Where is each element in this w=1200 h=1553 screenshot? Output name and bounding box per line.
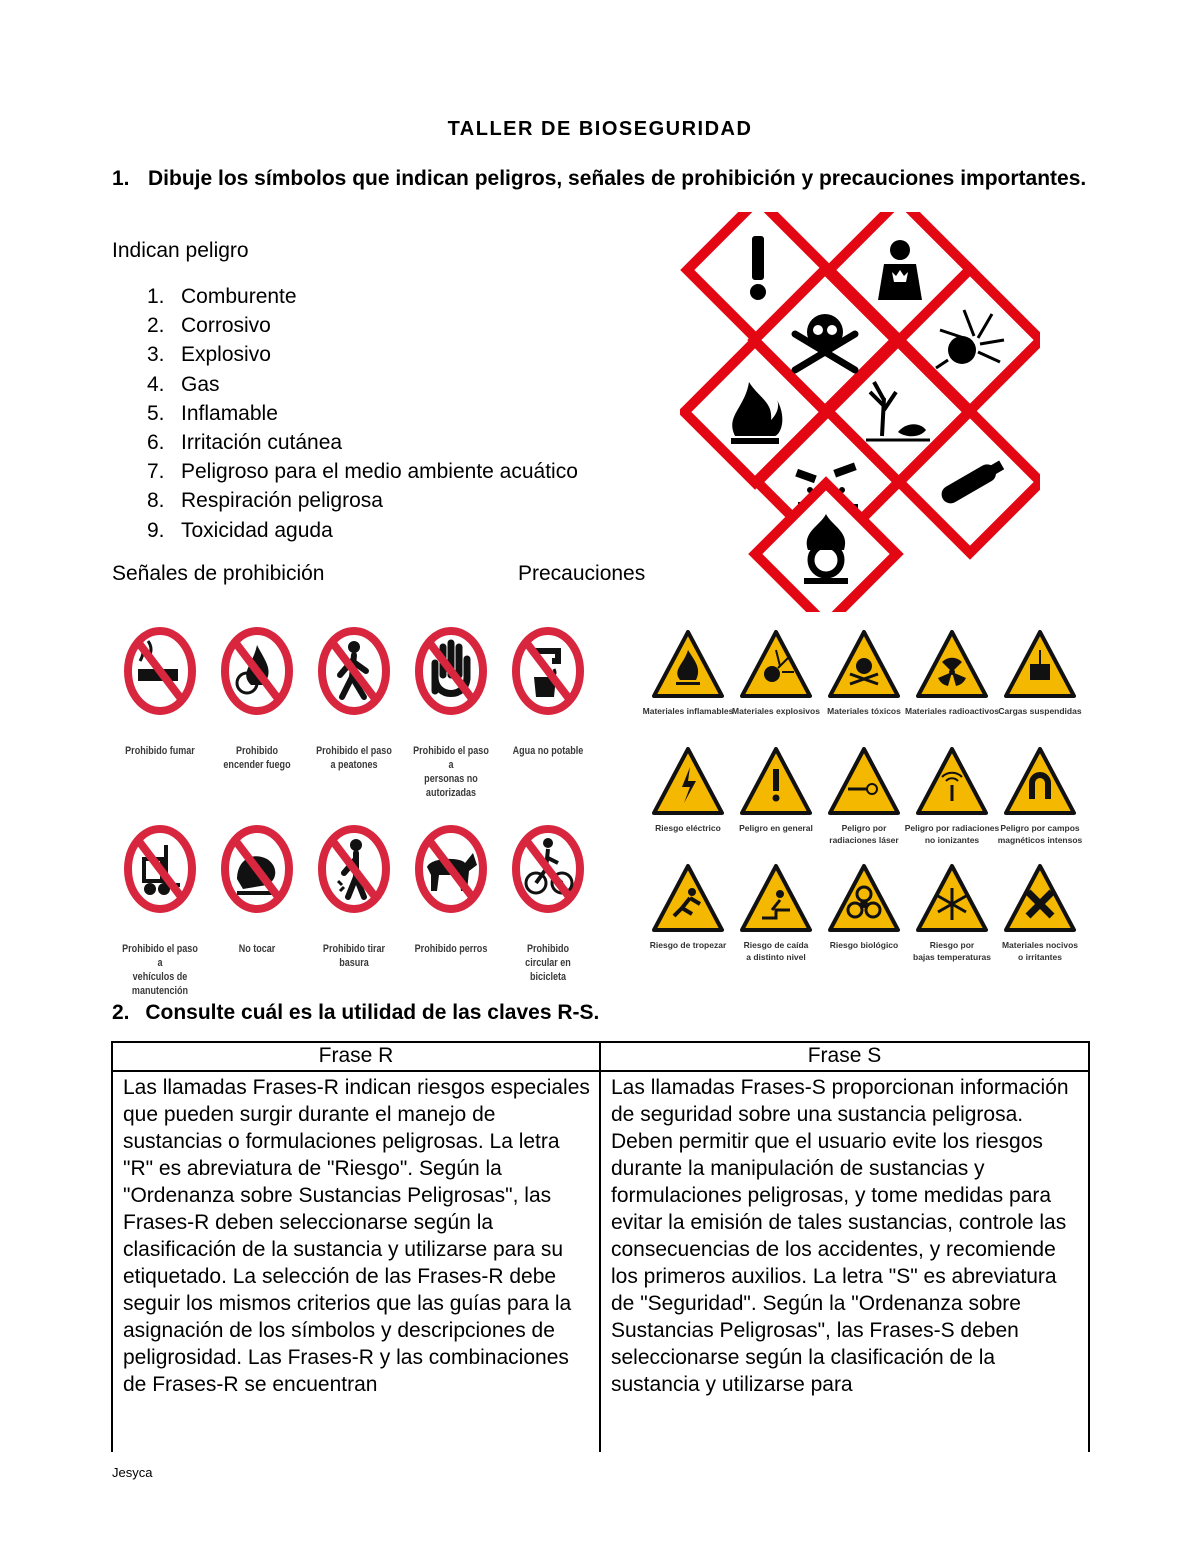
rs-table bbox=[111, 1041, 1090, 1452]
prohibition-sign bbox=[304, 803, 404, 970]
prohibition-label: Prohibido bbox=[526, 943, 570, 955]
danger-heading: Indican peligro bbox=[112, 239, 249, 262]
suspended-load-warning-icon bbox=[992, 628, 1088, 700]
precaution-label: Riesgo eléctrico bbox=[655, 823, 721, 833]
precaution-label-line-2: o irritantes bbox=[1018, 952, 1062, 962]
non-potable-water-icon bbox=[498, 605, 598, 737]
magnetic-warning-icon bbox=[992, 745, 1088, 817]
precaution-sign bbox=[904, 745, 1000, 846]
prohibition-label-line-2: encender fuego bbox=[223, 759, 291, 771]
precaution-sign bbox=[816, 628, 912, 717]
electric-warning-icon bbox=[640, 745, 736, 817]
precaution-label-line-2: bajas temperaturas bbox=[913, 952, 991, 962]
prohibition-label-line-2: vehículos de manutención bbox=[131, 971, 189, 997]
precaution-label: Riesgo biológico bbox=[829, 940, 899, 950]
no-forklift-icon bbox=[110, 803, 210, 935]
danger-item-label: Comburente bbox=[181, 285, 297, 308]
danger-list-item bbox=[147, 516, 578, 545]
laser-warning-icon bbox=[816, 745, 912, 817]
prohibition-sign bbox=[110, 605, 210, 758]
danger-item-label: Irritación cutánea bbox=[181, 431, 343, 455]
danger-item-number: 8. bbox=[147, 489, 165, 513]
precaution-sign bbox=[992, 628, 1088, 717]
question-1-number: 1. bbox=[112, 167, 130, 190]
toxic-warning-icon bbox=[816, 628, 912, 700]
prohibition-sign bbox=[110, 803, 210, 998]
precaution-heading: Precauciones bbox=[518, 562, 646, 585]
danger-item-number: 1. bbox=[147, 285, 165, 308]
danger-list-item bbox=[147, 370, 578, 399]
question-2-number: 2. bbox=[112, 1001, 130, 1024]
danger-item-label: Peligroso para el medio ambiente acuático bbox=[181, 460, 578, 484]
footer-author: Jesyca bbox=[112, 1465, 153, 1480]
no-open-flame-icon bbox=[207, 605, 307, 737]
danger-list-item bbox=[147, 311, 578, 340]
danger-item-number: 9. bbox=[147, 518, 165, 542]
precaution-label-line-2: no ionizantes bbox=[924, 835, 980, 845]
fall-warning-icon bbox=[728, 862, 824, 934]
precaution-label: Peligro por bbox=[841, 823, 887, 833]
precaution-sign bbox=[816, 862, 912, 951]
danger-item-number: 6. bbox=[147, 431, 165, 455]
header-frase-s: Frase S bbox=[600, 1042, 1089, 1071]
precaution-label: Peligro en general bbox=[739, 823, 813, 833]
no-pedestrians-icon bbox=[304, 605, 404, 737]
prohibition-label: Prohibido tirar basura bbox=[322, 943, 386, 969]
precaution-label-line-2: magnéticos intensos bbox=[997, 835, 1083, 845]
general-warning-icon bbox=[728, 745, 824, 817]
danger-item-label: Respiración peligrosa bbox=[181, 489, 383, 513]
prohibition-sign bbox=[207, 803, 307, 956]
danger-item-number: 7. bbox=[147, 460, 165, 484]
danger-list-item bbox=[147, 428, 578, 457]
prohibition-label-line-2: a peatones bbox=[330, 759, 378, 771]
prohibition-sign bbox=[498, 605, 598, 758]
prohibition-label: No tocar bbox=[238, 943, 276, 955]
precaution-label-line-2: a distinto nivel bbox=[746, 952, 806, 962]
document-title: TALLER DE BIOSEGURIDAD bbox=[447, 118, 753, 140]
table-header-row bbox=[112, 1042, 1089, 1071]
precaution-sign bbox=[728, 745, 824, 834]
precaution-label: Riesgo de caída bbox=[743, 940, 809, 950]
danger-list-item bbox=[147, 282, 578, 311]
non-ionizing-warning-icon bbox=[904, 745, 1000, 817]
precaution-sign bbox=[640, 862, 736, 951]
prohibition-label: Prohibido el paso bbox=[316, 745, 392, 757]
precaution-sign bbox=[816, 745, 912, 846]
precaution-label: Riesgo por bbox=[929, 940, 975, 950]
question-1 bbox=[112, 164, 1092, 194]
no-dogs-icon bbox=[401, 803, 501, 935]
danger-list-item bbox=[147, 340, 578, 369]
radioactive-warning-icon bbox=[904, 628, 1000, 700]
precaution-label: Cargas suspendidas bbox=[998, 706, 1082, 716]
precaution-sign bbox=[904, 628, 1000, 717]
precaution-sign bbox=[992, 745, 1088, 846]
precaution-label: Materiales inflamables bbox=[642, 706, 734, 716]
precaution-label: Materiales nocivos bbox=[1001, 940, 1079, 950]
precaution-label: Riesgo de tropezar bbox=[649, 940, 727, 950]
explosive-warning-icon bbox=[728, 628, 824, 700]
precaution-sign bbox=[728, 862, 824, 963]
danger-item-label: Inflamable bbox=[181, 401, 278, 425]
danger-list-item bbox=[147, 486, 578, 515]
no-smoking-icon bbox=[110, 605, 210, 737]
prohibition-label-line-2: circular en bicicleta bbox=[525, 957, 571, 983]
ghs-pictogram-grid bbox=[680, 212, 1040, 612]
prohibition-sign bbox=[304, 605, 404, 772]
precaution-label: Peligro por campos bbox=[1000, 823, 1080, 833]
low-temperature-warning-icon bbox=[904, 862, 1000, 934]
no-bicycles-icon bbox=[498, 803, 598, 935]
prohibition-sign bbox=[401, 605, 501, 800]
prohibition-label: Prohibido el paso a bbox=[122, 943, 198, 969]
danger-item-label: Gas bbox=[181, 372, 220, 396]
danger-item-label: Explosivo bbox=[181, 343, 271, 367]
prohibition-signs-grid bbox=[110, 605, 610, 997]
cell-frase-r: Las llamadas Frases-R indican riesgos especiales que pueden surgir durante el manejo de sustancias o formulaciones peligrosas. La letra "R" es abreviatura de "Riesgo". Según la "Ordenanza sobre Sustancias Peligrosas", las Frases-R deben seleccionarse según la clasificación de la sustancia y utilizarse para su etiquetado. La selección de las Frases-R debe seguir los mismos criterios que las guías para la asignación de los símbolos y descripciones de peligrosidad. Las Frases-R y las combinaciones de Frases-R se encuentran bbox=[112, 1071, 600, 1452]
precaution-sign bbox=[904, 862, 1000, 963]
danger-list-item bbox=[147, 457, 578, 486]
cell-frase-s: Las llamadas Frases-S proporcionan información de seguridad sobre una sustancia peligrosa. Deben permitir que el usuario evite los riesgos durante la manipulación de sustancias y formulaciones peligrosas, y tome medidas para evitar la emisión de tales sustancias, controle las consecuencias de los accidentes, y recomiende los primeros auxilios. La letra "S" es abreviatura de "Seguridad". Según la "Ordenanza sobre Sustancias Peligrosas", las Frases-S deben seleccionarse según la clasificación de la sustancia y utilizarse para bbox=[600, 1071, 1089, 1452]
prohibition-label: Prohibido perros bbox=[414, 943, 488, 955]
harmful-warning-icon bbox=[992, 862, 1088, 934]
flammable-warning-icon bbox=[640, 628, 736, 700]
danger-item-number: 5. bbox=[147, 401, 165, 425]
no-touch-icon bbox=[207, 803, 307, 935]
prohibition-sign bbox=[207, 605, 307, 772]
danger-item-number: 4. bbox=[147, 372, 165, 396]
prohibition-sign bbox=[401, 803, 501, 956]
no-entry-hand-icon bbox=[401, 605, 501, 737]
danger-item-number: 3. bbox=[147, 343, 165, 367]
question-1-text: Dibuje los símbolos que indican peligros, señales de prohibición y precauciones importantes. bbox=[148, 167, 1087, 190]
header-frase-r: Frase R bbox=[112, 1042, 600, 1071]
prohibition-label: Prohibido bbox=[235, 745, 279, 757]
precaution-label: Peligro por radiaciones bbox=[904, 823, 1000, 833]
biohazard-warning-icon bbox=[816, 862, 912, 934]
precaution-label: Materiales tóxicos bbox=[827, 706, 901, 716]
trip-warning-icon bbox=[640, 862, 736, 934]
no-littering-icon bbox=[304, 803, 404, 935]
prohibition-sign bbox=[498, 803, 598, 984]
danger-list-item bbox=[147, 399, 578, 428]
prohibition-label: Prohibido fumar bbox=[125, 745, 195, 757]
precaution-label: Materiales explosivos bbox=[732, 706, 820, 716]
precaution-sign bbox=[640, 745, 736, 834]
prohibition-label-line-2: personas no autorizadas bbox=[424, 773, 478, 799]
precaution-label-line-2: radiaciones láser bbox=[829, 835, 899, 845]
question-2-text: Consulte cuál es la utilidad de las claves R-S. bbox=[145, 1001, 600, 1024]
question-2 bbox=[112, 1001, 599, 1025]
danger-list bbox=[147, 282, 578, 545]
precaution-sign bbox=[728, 628, 824, 717]
precaution-signs-grid bbox=[640, 628, 1090, 962]
precaution-label: Materiales radioactivos bbox=[904, 706, 999, 716]
table-row bbox=[112, 1071, 1089, 1452]
prohibition-label: Prohibido el paso a bbox=[413, 745, 489, 771]
danger-item-label: Corrosivo bbox=[181, 314, 271, 338]
danger-item-label: Toxicidad aguda bbox=[181, 518, 333, 542]
prohibition-heading: Señales de prohibición bbox=[112, 562, 325, 585]
precaution-sign bbox=[640, 628, 736, 717]
prohibition-label: Agua no potable bbox=[512, 745, 584, 757]
precaution-sign bbox=[992, 862, 1088, 963]
danger-item-number: 2. bbox=[147, 314, 165, 338]
